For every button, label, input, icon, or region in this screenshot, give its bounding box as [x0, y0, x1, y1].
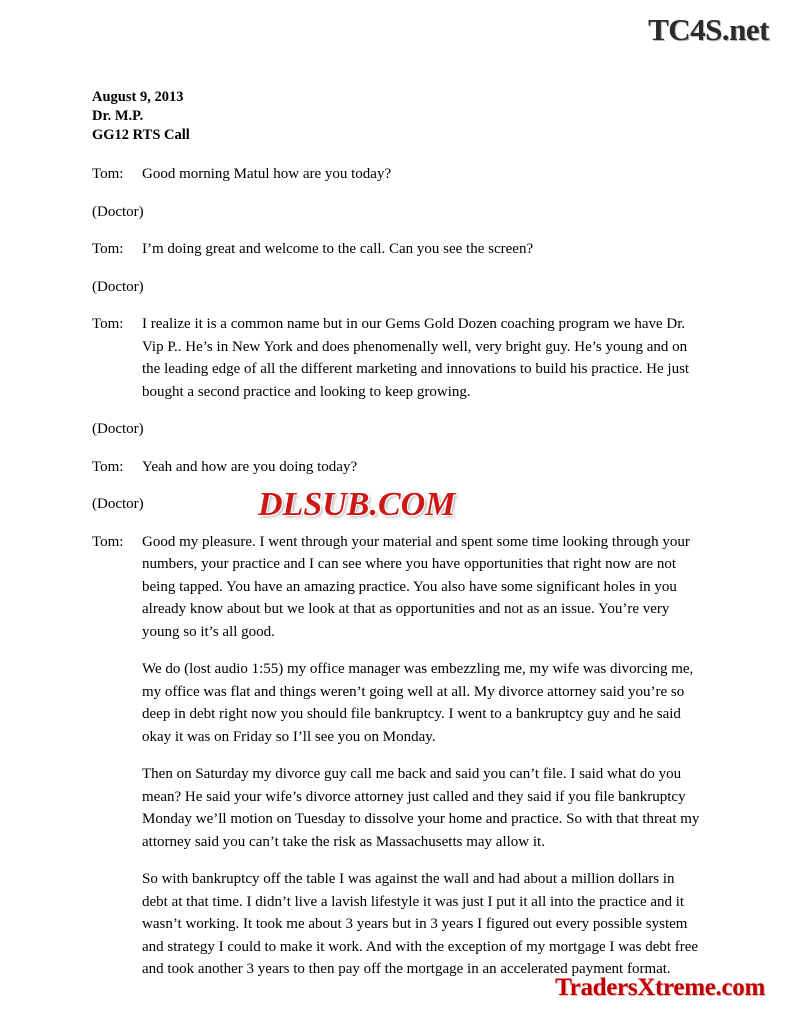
transcript-line	[92, 313, 700, 403]
document-heading	[92, 88, 700, 145]
stage-direction: (Doctor)	[92, 421, 144, 437]
heading-call: GG12 RTS Call	[92, 127, 190, 143]
watermark-top-right: TC4S.net	[648, 12, 769, 47]
speaker-label: Tom:	[92, 166, 124, 182]
heading-doctor: Dr. M.P.	[92, 108, 144, 124]
stage-direction: (Doctor)	[92, 278, 144, 295]
speaker-label: Tom:	[92, 458, 124, 475]
transcript-line	[92, 163, 700, 186]
speaker-text: Good morning Matul how are you today?	[142, 166, 392, 182]
speaker-text: I’m doing great and welcome to the call. Can you see the screen?	[142, 241, 534, 257]
transcript-line	[92, 456, 700, 479]
stage-direction: (Doctor)	[92, 496, 144, 512]
paragraph: We do (lost audio 1:55) my office manager was embezzling me, my wife was divorcing me, my office was flat and things weren’t going well at all. My divorce attorney said you’re so deep in debt right now you should file bankruptcy. I went to a bankruptcy guy and he said okay it was on Friday so I’ll see you on Monday.	[142, 661, 694, 745]
watermark-bottom-right: TradersXtreme.com	[555, 974, 765, 1001]
stage-direction: (Doctor)	[92, 203, 144, 220]
speaker-label: Tom:	[92, 316, 124, 332]
speaker-label: Tom:	[92, 533, 124, 550]
speaker-text: Good my pleasure. I went through your material and spent some time looking through your numbers, your practice and I can see where you have opportunities that right now are not being tapped. You have an amazing practice. You also have some significant holes in you already know about but we look at that as opportunities and not as an issue. You’re very young so it’s all good.	[142, 533, 690, 640]
document-body	[92, 88, 700, 996]
speaker-text: I realize it is a common name but in our Gems Gold Dozen coaching program we have Dr. Vip P.. He’s in New York and does phenomenally well, very bright guy. He’s young and on the leading edge of all the different marketing and innovations to build his practice. He just bought a second practice and looking to keep growing.	[142, 316, 690, 400]
paragraph: Then on Saturday my divorce guy call me back and said you can’t file. I said what do you mean? He said your wife’s divorce attorney just called and they said if you file bankruptcy Monday we’ll motion on Tuesday to dissolve your home and practice. So with that threat my attorney said you can’t take the risk as Massachusetts may allow it.	[142, 766, 700, 850]
speaker-label: Tom:	[92, 241, 124, 257]
watermark-center-text: DLSUB.COM	[258, 486, 456, 523]
transcript-line	[92, 238, 700, 261]
heading-date: August 9, 2013	[92, 89, 184, 105]
transcript-line	[92, 531, 700, 644]
speaker-text: Yeah and how are you doing today?	[142, 458, 358, 475]
paragraph: So with bankruptcy off the table I was against the wall and had about a million dollars in debt at that time. I didn’t live a lavish lifestyle it was just I put it all into the practice and it wasn’t working. It took me about 3 years but in 3 years I figured out every possible system and strategy I could to make it work. And with the exception of my mortgage I was debt free and took another 3 years to then pay off the mortgage in an accelerated payment format.	[142, 871, 699, 977]
